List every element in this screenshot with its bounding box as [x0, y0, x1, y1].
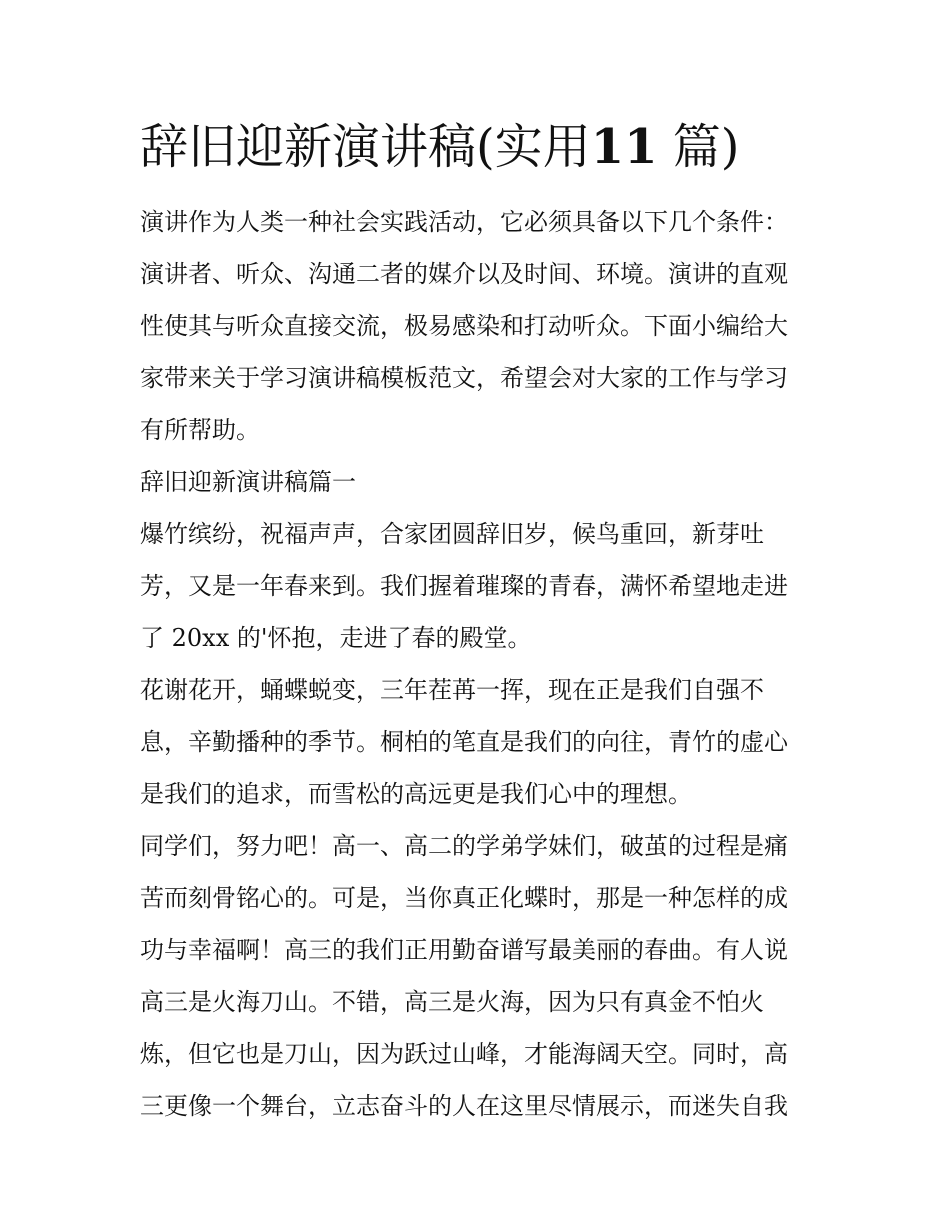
document-title	[140, 112, 740, 182]
text-line: 苦而刻骨铭心的。可是，当你真正化蝶时，那是一种怎样的成	[140, 884, 788, 912]
text-line: 家带来关于学习演讲稿模板范文，希望会对大家的工作与学习	[140, 364, 788, 392]
text-line: 功与幸福啊！高三的我们正用勤奋谱写最美丽的春曲。有人说	[140, 936, 788, 964]
text-line: 炼，但它也是刀山，因为跃过山峰，才能海阔天空。同时，高	[140, 1040, 788, 1068]
text-line: 息，辛勤播种的季节。桐柏的笔直是我们的向往，青竹的虚心	[140, 728, 788, 756]
text-line: 高三是火海刀山。不错，高三是火海，因为只有真金不怕火	[140, 988, 764, 1016]
text-line: 了 20xx 的'怀抱，走进了春的殿堂。	[140, 624, 532, 652]
text-line: 同学们，努力吧！高一、高二的学弟学妹们，破茧的过程是痛	[140, 832, 788, 860]
title-prefix: 辞旧迎新演讲稿(实用	[140, 119, 591, 175]
text-line: 爆竹缤纷，祝福声声，合家团圆辞旧岁，候鸟重回，新芽吐	[140, 520, 764, 548]
text-line: 芳，又是一年春来到。我们握着璀璨的青春，满怀希望地走进	[140, 572, 788, 600]
text-line: 三更像一个舞台，立志奋斗的人在这里尽情展示，而迷失自我	[140, 1092, 788, 1120]
text-line: 演讲作为人类一种社会实践活动，它必须具备以下几个条件：	[140, 208, 788, 236]
text-line: 是我们的追求，而雪松的高远更是我们心中的理想。	[140, 780, 692, 808]
text-line: 花谢花开，蛹蝶蜕变，三年茬苒一挥，现在正是我们自强不	[140, 676, 764, 704]
section-heading: 辞旧迎新演讲稿篇一	[140, 468, 356, 496]
document-body	[140, 196, 820, 1132]
text-line: 有所帮助。	[140, 416, 260, 444]
title-suffix: 篇)	[672, 119, 740, 175]
text-line: 演讲者、听众、沟通二者的媒介以及时间、环境。演讲的直观	[140, 260, 788, 288]
text-line: 性使其与听众直接交流，极易感染和打动听众。下面小编给大	[140, 312, 788, 340]
title-number: 11	[590, 119, 658, 175]
